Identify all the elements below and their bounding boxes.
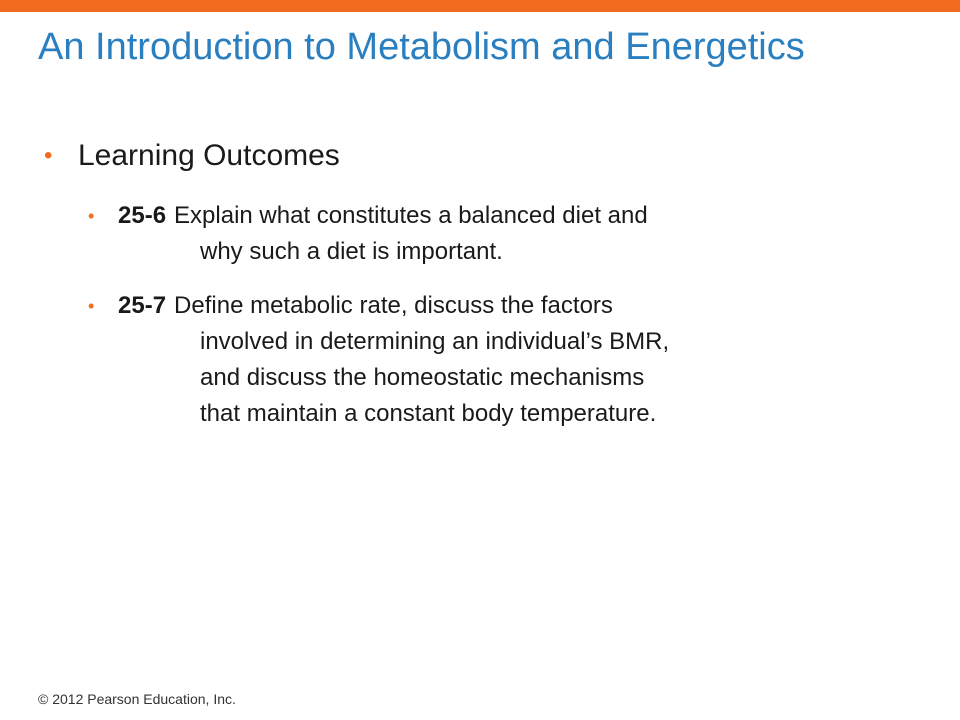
outcome-item (88, 198, 648, 270)
outcome-item (88, 288, 669, 432)
bullet-icon: • (88, 296, 95, 316)
outcome-text-line: and discuss the homeostatic mechanisms (200, 364, 645, 391)
bullet-icon: • (44, 142, 53, 169)
outcome-text-line: Define metabolic rate, discuss the factors (174, 292, 613, 319)
learning-outcomes-item (44, 138, 340, 174)
outcome-first-line (88, 288, 669, 324)
outcome-text-line: why such a diet is important. (200, 238, 503, 265)
learning-outcomes-heading: Learning Outcomes (78, 139, 340, 172)
slide-title: An Introduction to Metabolism and Energetics (38, 26, 805, 68)
bullet-icon: • (88, 206, 95, 226)
copyright-footer: © 2012 Pearson Education, Inc. (38, 691, 236, 707)
outcome-text-line: involved in determining an individual’s BMR, (200, 328, 670, 355)
outcome-text-line: that maintain a constant body temperature. (200, 400, 657, 427)
outcome-text-line: Explain what constitutes a balanced diet and (174, 202, 648, 229)
outcome-code: 25-6 (118, 202, 167, 229)
top-accent-bar (0, 0, 960, 12)
outcome-first-line (88, 198, 648, 234)
outcome-code: 25-7 (118, 292, 167, 319)
